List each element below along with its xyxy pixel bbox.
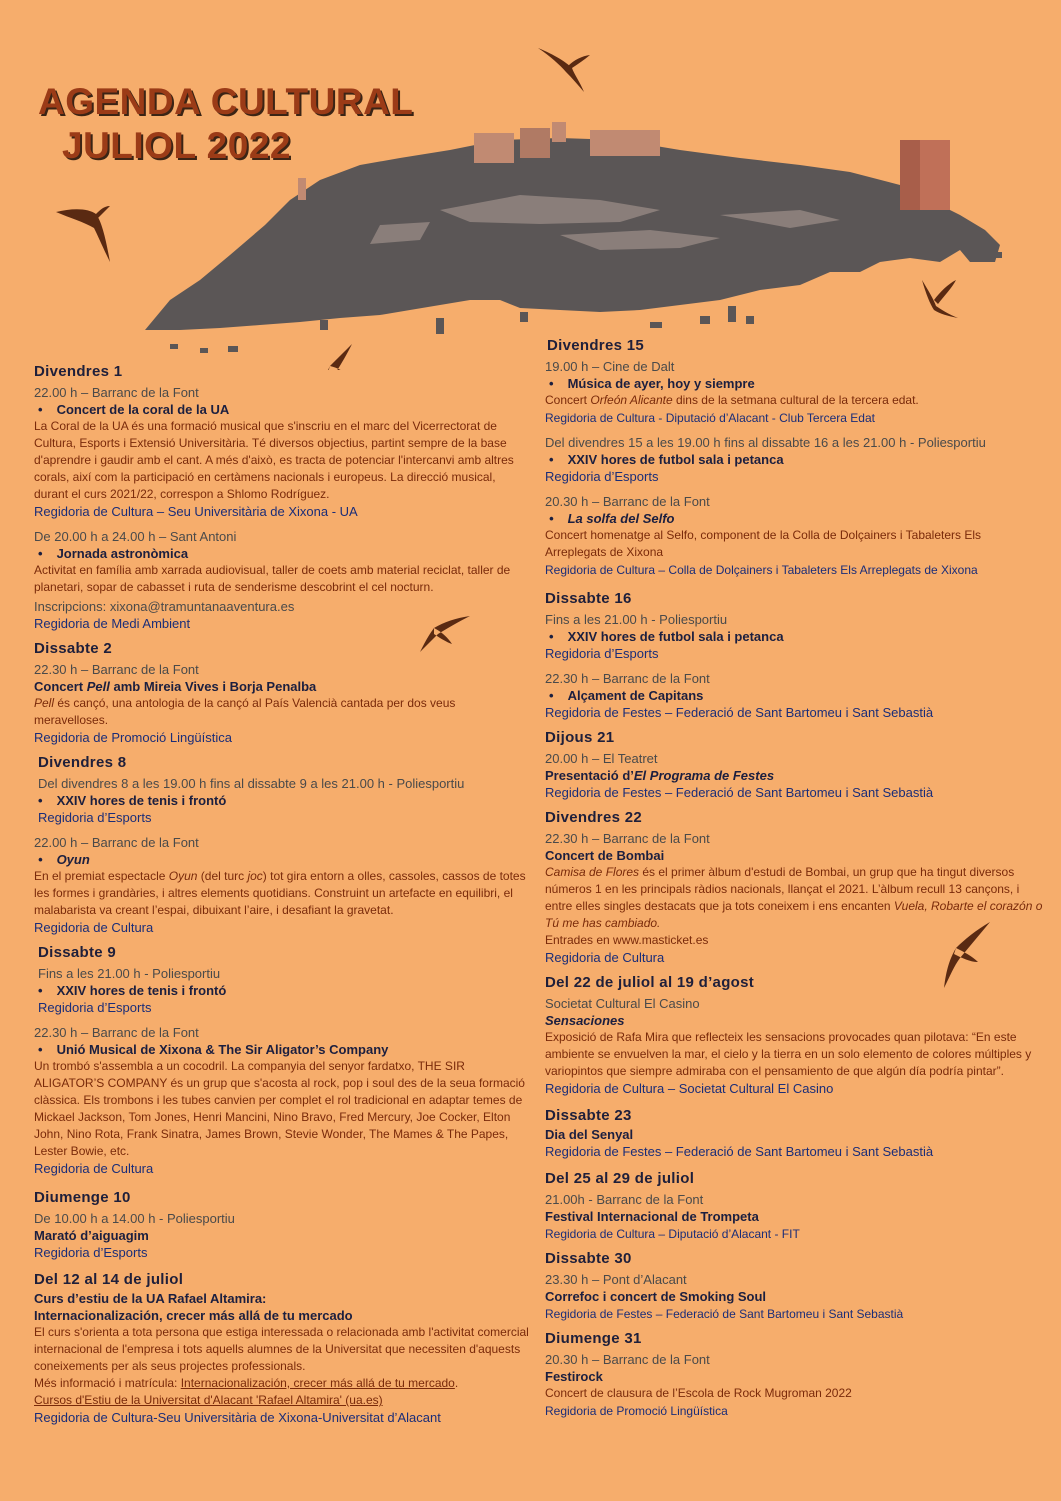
event-description: Activitat en família amb xarrada audiovisual, taller de coets amb material reciclat, taller de planetari, sopar de cabasset i ruta de senderisme descobrint el cel nocturn. bbox=[34, 563, 511, 594]
swift-bird-icon bbox=[922, 280, 958, 318]
day-heading: Dissabte 2 bbox=[34, 640, 113, 657]
event-organizer: Regidoria de Cultura bbox=[545, 950, 665, 965]
day-heading: Dissabte 9 bbox=[38, 944, 117, 961]
village-block bbox=[700, 316, 710, 324]
castle-tower-side bbox=[900, 140, 920, 210]
event-organizer: Regidoria de Festes – Federació de Sant Bartomeu i Sant Sebastià bbox=[545, 1307, 904, 1321]
ticket-info: Entrades en www.masticket.es bbox=[545, 933, 709, 947]
event-time: 19.00 h – Cine de Dalt bbox=[545, 359, 675, 374]
event-description: El curs s'orienta a tota persona que estiga interessada o relacionada amb l'activitat comercial internacional de l'empresa i tots aquells alumnes de la Universitat que necessiten d'aquests coneixements per als seus projectes professionals. bbox=[34, 1325, 529, 1373]
event-title: • Oyun bbox=[34, 851, 530, 868]
event-time: Fins a les 21.00 h - Poliesportiu bbox=[545, 612, 728, 627]
event-time: 22.30 h – Barranc de la Font bbox=[34, 662, 199, 677]
event-time: 23.30 h – Pont d’Alacant bbox=[545, 1272, 687, 1287]
event-title: • XXIV hores de tenis i frontó bbox=[34, 792, 530, 809]
event-title: • La solfa del Selfo bbox=[545, 510, 1045, 527]
event-title: • XXIV hores de futbol sala i petanca bbox=[545, 628, 1045, 645]
village-block bbox=[520, 312, 528, 322]
more-info: Més informació i matrícula: Internacionalización, crecer más allá de tu mercado. bbox=[34, 1376, 459, 1390]
event-organizer: Regidoria de Cultura – Societat Cultural El Casino bbox=[545, 1081, 834, 1096]
event-title: Sensaciones bbox=[545, 1013, 625, 1028]
event-organizer: Regidoria d’Esports bbox=[545, 646, 659, 661]
castle-tower bbox=[552, 122, 566, 142]
event-time: Del divendres 15 a les 19.00 h fins al dissabte 16 a les 21.00 h - Poliesportiu bbox=[545, 435, 986, 450]
village-block bbox=[320, 320, 328, 330]
event-title: • XXIV hores de futbol sala i petanca bbox=[545, 451, 1045, 468]
event-title: Marató d’aiguagim bbox=[34, 1228, 149, 1243]
event-organizer: Regidoria de Cultura bbox=[34, 920, 154, 935]
village-block bbox=[830, 258, 838, 268]
day-heading: Divendres 8 bbox=[38, 754, 127, 771]
event-organizer: Regidoria de Cultura - Diputació d’Alacant - Club Tercera Edat bbox=[545, 411, 875, 425]
event-organizer: Regidoria d’Esports bbox=[545, 469, 659, 484]
day-heading: Diumenge 31 bbox=[545, 1330, 642, 1347]
summer-course-link[interactable]: Cursos d'Estiu de la Universitat d'Alacant 'Rafael Altamira' (ua.es) bbox=[34, 1393, 383, 1407]
swift-bird-icon bbox=[56, 206, 110, 262]
event-time: De 10.00 h a 14.00 h - Poliesportiu bbox=[34, 1211, 235, 1226]
castle-wall bbox=[590, 130, 660, 156]
event-subtitle: Internacionalización, crecer más allá de tu mercado bbox=[34, 1308, 353, 1323]
page-title bbox=[38, 80, 413, 168]
day-heading: Del 12 al 14 de juliol bbox=[34, 1271, 184, 1288]
event-title: • XXIV hores de tenis i frontó bbox=[34, 982, 530, 999]
event-time: 22.00 h – Barranc de la Font bbox=[34, 385, 199, 400]
castle-wall bbox=[474, 133, 514, 163]
agenda-right-column bbox=[545, 330, 1045, 1420]
event-title: Concert Pell amb Mireia Vives i Borja Penalba bbox=[34, 679, 317, 694]
agenda-left-column bbox=[34, 356, 530, 1427]
village-block bbox=[650, 322, 662, 328]
event-organizer: Regidoria de Cultura bbox=[34, 1161, 154, 1176]
event-organizer: Regidoria de Cultura – Diputació d’Alacant - FIT bbox=[545, 1227, 800, 1241]
castle-wall bbox=[520, 128, 550, 158]
day-heading: Dissabte 30 bbox=[545, 1250, 632, 1267]
day-heading: Dijous 21 bbox=[545, 729, 615, 746]
event-title: • Concert de la coral de la UA bbox=[34, 401, 530, 418]
village-block bbox=[200, 348, 208, 353]
event-organizer: Regidoria de Festes – Federació de Sant Bartomeu i Sant Sebastià bbox=[545, 705, 934, 720]
event-description: Concert de clausura de l’Escola de Rock Mugroman 2022 bbox=[545, 1386, 852, 1400]
event-organizer: Regidoria de Medi Ambient bbox=[34, 616, 191, 631]
swift-bird-icon bbox=[538, 48, 590, 92]
event-organizer: Regidoria de Cultura – Seu Universitària de Xixona - UA bbox=[34, 504, 358, 519]
day-heading: Dissabte 23 bbox=[545, 1107, 632, 1124]
event-organizer: Regidoria d’Esports bbox=[38, 1000, 152, 1015]
event-time: 22.30 h – Barranc de la Font bbox=[545, 671, 710, 686]
event-time: 22.30 h – Barranc de la Font bbox=[545, 831, 710, 846]
event-title: • Alçament de Capitans bbox=[545, 687, 1045, 704]
event-organizer: Regidoria d’Esports bbox=[34, 1245, 148, 1260]
castle-hill-illustration bbox=[0, 0, 1061, 370]
event-description: Exposició de Rafa Mira que reflecteix les sensacions provocades quan pilotava: “En este ambiente se envuelven la mar, el cielo y la tierra en un solo elemento de colores múltiples y variopintos que siempre admiraba con el pensamiento de que algún día podría pintar”. bbox=[545, 1030, 1032, 1078]
event-description: La Coral de la UA és una formació musical que s'inscriu en el marc del Vicerrectorat de Cultura, Esports i Extensió Universitària. Té diversos objectius, partint sempre de la base d'aprendre i gaudir amb el cant. A més d'això, es tracta de potenciar l'intercanvi amb altres corals, així com la participació en certàmens nacionals i europeus. La direcció musical, durant el curs 2021/22, correspon a Shlomo Rodríguez. bbox=[34, 419, 514, 501]
day-heading: Divendres 22 bbox=[545, 809, 642, 826]
village-block bbox=[728, 306, 736, 322]
event-time: Fins a les 21.00 h - Poliesportiu bbox=[38, 966, 221, 981]
event-title: Concert de Bombai bbox=[545, 848, 665, 863]
event-time: 21.00h - Barranc de la Font bbox=[545, 1192, 704, 1207]
event-description: Pell és cançó, una antologia de la cançó al País Valencià cantada per dos veus meravelloses. bbox=[34, 696, 456, 727]
village-block bbox=[746, 316, 754, 324]
event-time: 22.00 h – Barranc de la Font bbox=[34, 835, 199, 850]
event-time: Del divendres 8 a les 19.00 h fins al dissabte 9 a les 21.00 h - Poliesportiu bbox=[38, 776, 465, 791]
day-heading: Divendres 1 bbox=[34, 363, 123, 380]
day-heading: Del 25 al 29 de juliol bbox=[545, 1170, 695, 1187]
event-description: Un trombó s'assembla a un cocodril. La companyia del senyor fardatxo, THE SIR ALIGATOR’S COMPANY és un grup que s'acosta al rock, pop i soul des de la seua formació clàssica. Els trombons i les tubes canvien per complet el rol tradicional en adaptar temes de Mickael Jackson, Tom Jones, Henri Mancini, Nino Bravo, Fred Mercury, Joe Cocker, Elton John, Nino Rota, Frank Sinatra, James Brown, Stevie Wonder, The Mames & The Papes, Lester Bowie, etc. bbox=[34, 1059, 525, 1158]
title-line-2: JULIOL 2022 bbox=[62, 125, 291, 166]
day-heading: Diumenge 10 bbox=[34, 1189, 131, 1206]
event-description: Camisa de Flores és el primer àlbum d'estudi de Bombai, un grup que ha tingut diversos números 1 en les principals ràdios nacionals, llançat el 2021. L’àlbum recull 13 cançons, i entre elles singles destacats que ja tots coneixem i ens encanten Vuela, Robarte el corazón o Tú me has cambiado. bbox=[545, 865, 1043, 930]
event-title: • Jornada astronòmica bbox=[34, 545, 530, 562]
village-block bbox=[436, 318, 444, 334]
event-title: Curs d’estiu de la UA Rafael Altamira: bbox=[34, 1291, 267, 1306]
event-time: 20.00 h – El Teatret bbox=[545, 751, 658, 766]
watch-post bbox=[298, 178, 306, 200]
event-description: En el premiat espectacle Oyun (del turc joc) tot gira entorn a olles, cassoles, cassos de totes les formes i grandàries, i altres elements quotidians. Construint un artefacte en equilibri, el malabarista va creant l’espai, dibuixant l’aire, i desafiant la gravetat. bbox=[34, 869, 526, 917]
event-organizer: Regidoria de Promoció Lingüística bbox=[545, 1404, 728, 1418]
event-description: Concert Orfeón Alicante dins de la setmana cultural de la tercera edat. bbox=[545, 393, 919, 407]
day-heading: Dissabte 16 bbox=[545, 590, 632, 607]
village-block bbox=[228, 346, 238, 352]
registration-email: Inscripcions: xixona@tramuntanaaventura.es bbox=[34, 599, 295, 614]
village-block bbox=[996, 252, 1002, 258]
event-time: 20.30 h – Barranc de la Font bbox=[545, 494, 710, 509]
event-title: Festival Internacional de Trompeta bbox=[545, 1209, 759, 1224]
event-time: 20.30 h – Barranc de la Font bbox=[545, 1352, 710, 1367]
event-time: De 20.00 h a 24.00 h – Sant Antoni bbox=[34, 529, 237, 544]
day-heading: Divendres 15 bbox=[547, 337, 644, 354]
course-link[interactable]: Internacionalización, crecer más allá de tu mercado bbox=[180, 1376, 455, 1390]
event-title: • Música de ayer, hoy y siempre bbox=[545, 375, 1045, 392]
event-organizer: Regidoria de Cultura-Seu Universitària de Xixona-Universitat d’Alacant bbox=[34, 1410, 441, 1425]
event-organizer: Regidoria de Cultura – Colla de Dolçainers i Tabaleters Els Arreplegats de Xixona bbox=[545, 563, 978, 577]
event-time: 22.30 h – Barranc de la Font bbox=[34, 1025, 199, 1040]
event-organizer: Regidoria de Festes – Federació de Sant Bartomeu i Sant Sebastià bbox=[545, 1144, 934, 1159]
event-title: Festirock bbox=[545, 1369, 603, 1384]
event-organizer: Regidoria de Festes – Federació de Sant Bartomeu i Sant Sebastià bbox=[545, 785, 934, 800]
day-heading: Del 22 de juliol al 19 d’agost bbox=[545, 974, 755, 991]
village-block bbox=[170, 344, 178, 349]
event-place: Societat Cultural El Casino bbox=[545, 996, 700, 1011]
event-title: Presentació d’El Programa de Festes bbox=[545, 768, 775, 783]
event-organizer: Regidoria de Promoció Lingüística bbox=[34, 730, 232, 745]
event-title: Correfoc i concert de Smoking Soul bbox=[545, 1289, 767, 1304]
event-title: • Unió Musical de Xixona & The Sir Aligator’s Company bbox=[34, 1041, 530, 1058]
event-organizer: Regidoria d’Esports bbox=[38, 810, 152, 825]
title-line-1: AGENDA CULTURAL bbox=[38, 81, 414, 122]
event-title: Dia del Senyal bbox=[545, 1127, 634, 1142]
event-description: Concert homenatge al Selfo, component de la Colla de Dolçainers i Tabaleters Els Arreplegats de Xixona bbox=[545, 528, 982, 559]
